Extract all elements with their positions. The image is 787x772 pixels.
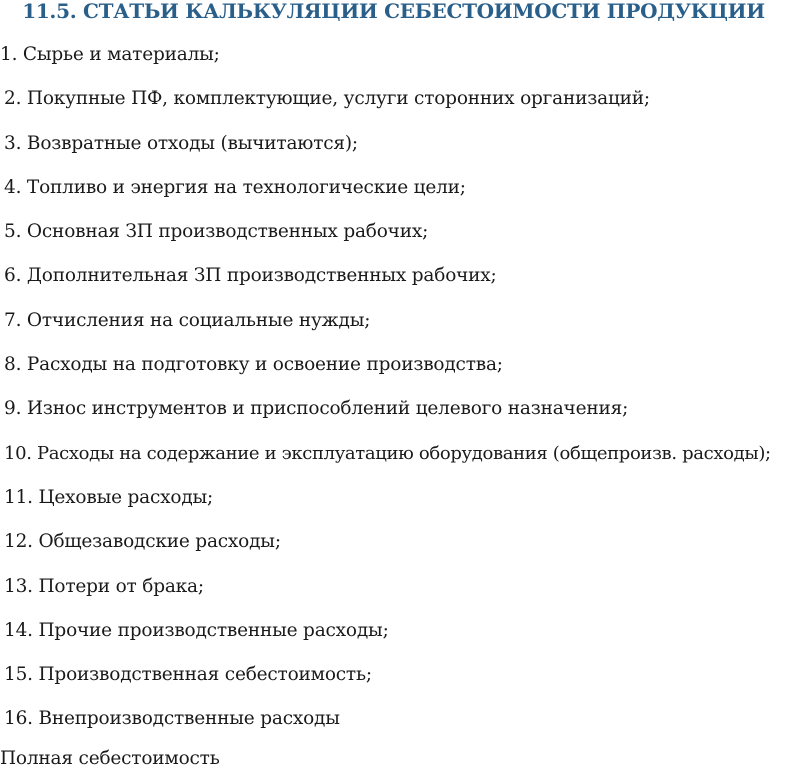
list-item: 15. Производственная себестоимость; [4, 664, 372, 686]
list-item: 11. Цеховые расходы; [4, 486, 214, 508]
cost-items-list [0, 42, 787, 751]
list-item: 14. Прочие производственные расходы; [4, 619, 389, 641]
list-item: 16. Внепроизводственные расходы [4, 708, 340, 730]
page-title: 11.5. СТАТЬИ КАЛЬКУЛЯЦИИ СЕБЕСТОИМОСТИ ПРОДУКЦИИ [22, 0, 765, 23]
list-item: 12. Общезаводские расходы; [4, 531, 281, 553]
list-item: 10. Расходы на содержание и эксплуатацию оборудования (общепроизв. расходы); [4, 442, 771, 464]
list-item: 5. Основная ЗП производственных рабочих; [4, 221, 429, 243]
list-item: 7. Отчисления на социальные нужды; [4, 309, 371, 331]
list-item: 2. Покупные ПФ, комплектующие, услуги сторонних организаций; [4, 88, 650, 110]
list-item: 13. Потери от брака; [4, 575, 204, 597]
list-item: 6. Дополнительная ЗП производственных рабочих; [4, 265, 497, 287]
list-item: 8. Расходы на подготовку и освоение производства; [4, 354, 503, 376]
list-item: 1. Сырье и материалы; [0, 44, 220, 65]
total-cost-label: Полная себестоимость [0, 748, 220, 769]
list-item: 3. Возвратные отходы (вычитаются); [4, 132, 358, 154]
list-item: 4. Топливо и энергия на технологические цели; [4, 176, 466, 198]
list-item: 9. Износ инструментов и приспособлений целевого назначения; [4, 398, 629, 420]
